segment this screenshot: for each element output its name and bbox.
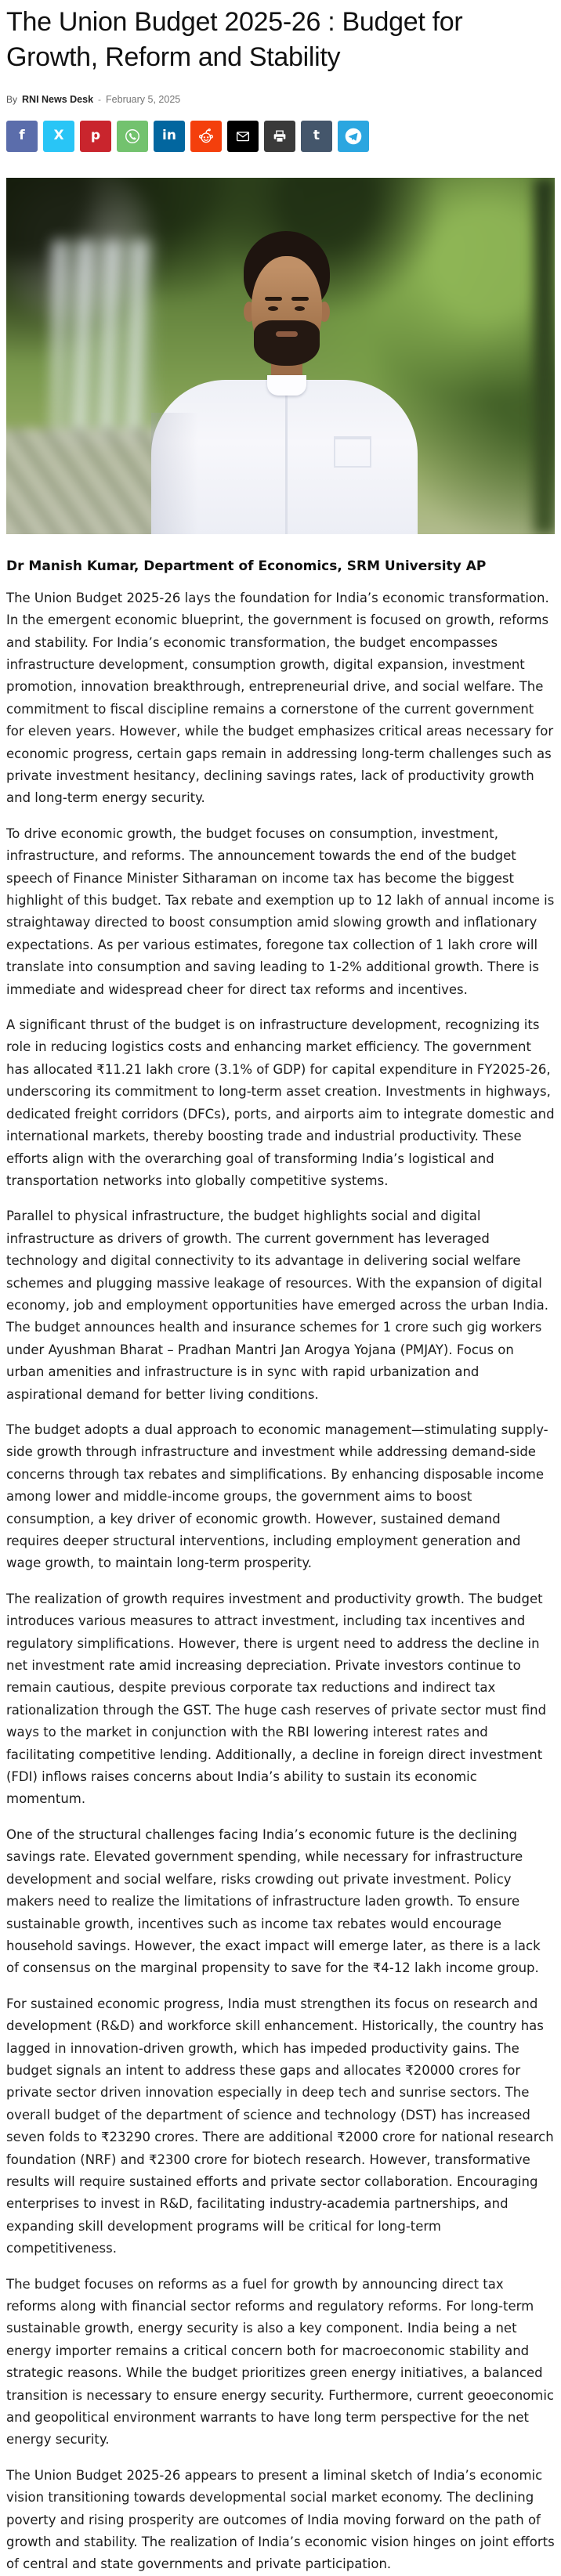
photo-man-eyebrow-left xyxy=(265,297,282,301)
share-twitter-x-button[interactable] xyxy=(43,121,74,152)
paragraph: The Union Budget 2025-26 lays the foundation for India’s economic transformation. In the emergent economic blueprint, the government is focused on growth, reforms and stability. For India’s economic transformation, the budget encompasses infrastructure development, consumption growth, digital expansion, investment promotion, innovation breakthrough, entrepreneurial drive, and social welfare. The commitment to fiscal discipline remains a cornerstone of the current government for eleven years. However, while the budget emphasizes critical areas necessary for economic progress, certain gaps remain in addressing long-term challenges such as private investment hesitancy, declining savings rates, lack of productivity growth and long-term energy security. xyxy=(6,590,554,806)
tumblr-icon: t xyxy=(313,128,320,144)
paragraph: A significant thrust of the budget is on infrastructure development, recognizing its role in reducing logistics costs and enhancing market efficiency. The government has allocated ₹11.21 lakh crore (3.1% of GDP) for capital expenditure in FY2025-26, underscoring its commitment to long-term asset creation. Investments in highways, dedicated freight corridors (DFCs), ports, and airports aim to integrate domestic and international markets, thereby boosting trade and industrial productivity. These efforts align with the overarching goal of transforming India’s logistical and transportation networks into globally competitive systems. xyxy=(6,1017,555,1188)
printer-icon xyxy=(271,128,288,145)
byline-date: February 5, 2025 xyxy=(106,93,181,105)
share-linkedin-button[interactable] xyxy=(154,121,185,152)
paragraph: Parallel to physical infrastructure, the budget highlights social and digital infrastructure as drivers of growth. The current government has leveraged technology and digital connectivity to its advantage in delivering social welfare schemes and plugging massive leakage of resources. With the expansion of digital economy, job and employment opportunities have emerged across the urban India. The budget announces health and insurance schemes for 1 crore such gig workers under Ayushman Bharat – Pradhan Mantri Jan Arogya Yojana (PMJAY). Focus on urban amenities and infrastructure is in sync with rapid urbanization and aspirational demand for better living conditions. xyxy=(6,1209,549,1402)
share-tumblr-button[interactable] xyxy=(301,121,332,152)
share-facebook-button[interactable] xyxy=(6,121,38,152)
byline-prefix: By xyxy=(6,93,18,105)
paragraph: The Union Budget 2025-26 appears to present a liminal sketch of India’s economic vision transitioning towards developmental social market economy. The declining poverty and rising prosperity are outcomes of India moving forward on the path of growth and stability. The realization of India’s economic vision hinges on joint efforts of central and state governments and private participation. xyxy=(6,2467,555,2572)
page-title: The Union Budget 2025-26 : Budget for Growth, Reform and Stability xyxy=(6,7,463,72)
share-reddit-button[interactable] xyxy=(190,121,222,152)
pinterest-icon: p xyxy=(90,128,101,144)
paragraph: The budget focuses on reforms as a fuel for growth by announcing direct tax reforms along with financial sector reforms and regulatory reforms. For long-term sustainable growth, energy security is also a key component. India being a net energy importer remains a critical concern both for macroeconomic stability and strategic reasons. While the budget prioritizes green energy initiatives, a balanced transition is necessary to ensure energy security. Furthermore, current geoeconomic and geopolitical environment warrants to have long term perspective for the net energy security. xyxy=(6,2276,554,2448)
share-print-button[interactable] xyxy=(264,121,295,152)
share-whatsapp-button[interactable] xyxy=(117,121,148,152)
photo-man-mouth xyxy=(276,331,298,337)
twitter-x-icon: X xyxy=(53,128,64,144)
byline-author[interactable]: RNI News Desk xyxy=(22,93,94,105)
image-heading: Dr Manish Kumar, Department of Economics, SRM University AP xyxy=(6,558,487,574)
paragraph: For sustained economic progress, India must strengthen its focus on research and development (R&D) and workforce skill enhancement. Historically, the country has lagged in innovation-driven growth, which has impeded productivity gains. The budget signals an intent to address these gaps and allocates ₹20000 crores for private sector driven innovation especially in deep tech and sunrise sectors. The overall budget of the department of science and technology (DST) has increased seven folds to ₹23290 crores. There are additional ₹2000 crore for national research foundation (NRF) and ₹2300 crore for biotech research. However, transformative results will require sustained efforts and private sector collaboration. Encouraging enterprises to invest in R&D, facilitating industry-academia partnerships, and expanding skill development programs will be critical for long-term competitiveness. xyxy=(6,1996,554,2256)
envelope-icon xyxy=(234,128,252,145)
photo-shirt-collar xyxy=(267,375,306,396)
photo-man-eye-right xyxy=(295,306,305,311)
linkedin-icon: in xyxy=(162,128,176,144)
photo-background-pavement xyxy=(6,428,171,534)
facebook-icon: f xyxy=(19,128,25,144)
share-buttons-row xyxy=(6,121,555,152)
article-photo xyxy=(6,178,555,534)
photo-shirt-pocket xyxy=(334,436,371,468)
byline xyxy=(6,94,555,105)
photo-man-beard xyxy=(254,320,320,366)
paragraph: To drive economic growth, the budget focuses on consumption, investment, infrastructure, and reforms. The announcement towards the end of the budget speech of Finance Minister Sitharaman on income tax has become the biggest highlight of this budget. Tax rebate and exemption up to 12 lakh of annual income is straightaway directed to boost consumption amid slowing growth and inflationary expectations. As per various estimates, foregone tax collection of 1 lakh crore will translate into consumption and saving leading to 1-2% additional growth. There is immediate and widespread cheer for direct tax reforms and incentives. xyxy=(6,826,555,997)
photo-background-tree xyxy=(534,178,555,534)
photo-shirt-placket xyxy=(285,396,288,534)
share-telegram-button[interactable] xyxy=(338,121,369,152)
paragraph: The budget adopts a dual approach to economic management—stimulating supply-side growth through infrastructure and investment while addressing demand-side concerns through tax rebates and simplifications. By enhancing disposable income among lower and middle-income groups, the government aims to boost consumption, a key driver of economic growth. However, sustained demand requires deeper structural interventions, including employment generation and wage growth, to maintain long-term prosperity. xyxy=(6,1422,548,1571)
paper-plane-icon xyxy=(343,126,364,146)
photo-man-eye-left xyxy=(268,306,278,311)
paragraph: The realization of growth requires investment and productivity growth. The budget introduces various measures to attract investment, including tax incentives and regulatory simplifications. However, there is urgent need to address the decline in net investment rate amid increasing depreciation. Private investors continue to remain cautious, despite previous corporate tax reductions and indirect tax rationalization through the GST. The huge cash reserves of private sector must find ways to the market in conjunction with the RBI lowering interest rates and facilitating competitive lending. Additionally, a decline in foreign direct investment (FDI) inflows raises concerns about India’s ability to sustain its economic momentum. xyxy=(6,1591,547,1807)
paragraph: One of the structural challenges facing India’s economic future is the declining savings rate. Elevated government spending, while necessary for infrastructure development and social welfare, risks crowding out private investment. Policy makers need to realize the limitations of infrastructure laden growth. To ensure sustainable growth, incentives such as income tax rebates would encourage household savings. However, the exact impact will emerge later, as there is a lack of consensus on the marginal propensity to save for the ₹4-12 lakh income group. xyxy=(6,1826,541,1976)
photo-man-eyebrow-right xyxy=(291,297,309,301)
article-body xyxy=(6,587,555,2576)
reddit-alien-icon xyxy=(197,127,215,146)
whatsapp-phone-icon xyxy=(124,128,141,145)
photo-background-pillars xyxy=(53,240,155,444)
photo-shirt-shadow xyxy=(151,413,198,534)
share-email-button[interactable] xyxy=(227,121,259,152)
share-pinterest-button[interactable] xyxy=(80,121,111,152)
byline-separator: - xyxy=(98,93,102,105)
